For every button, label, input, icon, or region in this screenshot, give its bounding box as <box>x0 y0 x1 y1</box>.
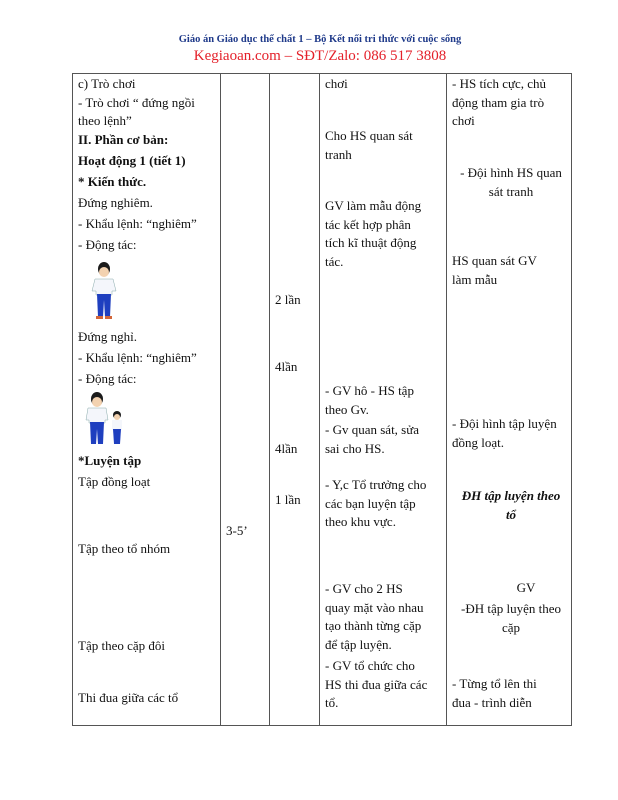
teacher-activity <box>325 657 427 713</box>
teacher-activity <box>325 421 419 458</box>
text-line: theo khu vực. <box>325 514 396 530</box>
column-divider <box>269 74 270 725</box>
text-line: chơi <box>325 76 348 91</box>
text-line: Thi đua giữa các tổ <box>78 690 179 705</box>
student-organization <box>449 164 573 201</box>
student-organization <box>449 487 573 524</box>
repetitions: 1 lần <box>275 492 301 507</box>
text-line: GV <box>516 580 536 595</box>
teacher-student-illustration <box>84 391 126 447</box>
document-header-title: Giáo án Giáo dục thể chất 1 – Bộ Kết nối tri thức với cuộc sống <box>178 34 462 45</box>
text-line: tác kết hợp phân <box>325 216 411 232</box>
text-line: tích kĩ thuật động <box>325 235 417 251</box>
text-line: theo lệnh” <box>78 113 132 129</box>
text-line: tổ. <box>325 695 339 711</box>
activity-heading: Hoạt động 1 (tiết 1) <box>78 153 186 169</box>
duration: 3-5’ <box>226 523 248 538</box>
teacher-activity <box>325 476 426 532</box>
text-line: Đứng nghỉ. <box>78 329 138 344</box>
section-heading: II. Phần cơ bản: <box>78 132 169 148</box>
text-line: theo Gv. <box>325 401 369 417</box>
teacher-activity <box>325 197 421 272</box>
text-line: - Khẩu lệnh: “nghiêm” <box>78 350 197 365</box>
text-line: ĐH tập luyện theo <box>461 488 561 503</box>
text-line: - Đội hình tập luyện <box>452 416 557 431</box>
text-line: HS thi đua giữa các <box>325 676 428 692</box>
text-line: sai cho HS. <box>325 440 385 456</box>
text-line: - Khẩu lệnh: “nghiêm” <box>78 216 197 232</box>
text-line: động tham gia trò <box>452 94 545 110</box>
text-line: Tập đồng loạt <box>78 474 151 489</box>
text-line: Cho HS quan sát <box>325 128 413 143</box>
text-line: tranh <box>325 146 352 162</box>
text-line: làm mẫu <box>452 271 498 287</box>
column-divider <box>446 74 447 725</box>
text-line: - Đội hình HS quan <box>460 165 562 180</box>
knowledge-heading: * Kiến thức. <box>78 174 147 190</box>
text-line: để tập luyện. <box>325 637 392 653</box>
text-line: tác. <box>325 254 344 270</box>
text-line: - GV tổ chức cho <box>325 658 415 673</box>
repetitions: 4lần <box>275 359 298 374</box>
text-line: chơi <box>452 113 475 129</box>
text-line: sát tranh <box>488 183 534 199</box>
column-divider <box>220 74 221 725</box>
text-line: quay mặt vào nhau <box>325 599 424 615</box>
student-organization <box>452 415 557 452</box>
text-line: Tập theo cặp đôi <box>78 638 165 653</box>
text-line: các bạn luyện tập <box>325 495 416 511</box>
text-line: HS quan sát GV <box>452 253 537 268</box>
teacher-activity <box>325 127 413 164</box>
column-divider <box>319 74 320 725</box>
student-organization <box>452 75 546 131</box>
standing-attention-illustration <box>88 261 120 321</box>
document-header-contact: Kegiaoan.com – SĐT/Zalo: 086 517 3808 <box>193 48 447 64</box>
teacher-activity <box>325 580 424 655</box>
content-rest-position <box>78 328 197 389</box>
text-line: - Động tác: <box>78 237 137 253</box>
student-organization <box>452 675 537 712</box>
text-line: Đứng nghiêm. <box>78 195 153 211</box>
text-line: tổ <box>505 506 517 522</box>
text-line: - GV hô - HS tập <box>325 383 414 398</box>
teacher-activity <box>325 75 348 94</box>
teacher-activity <box>325 382 414 419</box>
content-practice <box>78 452 150 492</box>
practice-heading: *Luyện tập <box>78 453 142 468</box>
text-line: -ĐH tập luyện theo <box>460 601 561 616</box>
text-line: - Từng tổ lên thi <box>452 676 537 691</box>
text-line: - Y,c Tổ trưởng cho <box>325 477 427 492</box>
text-line: - HS tích cực, chủ <box>452 76 547 91</box>
text-line: cặp <box>501 619 521 635</box>
text-line: - GV cho 2 HS <box>325 581 403 596</box>
text-line: - Gv quan sát, sửa <box>325 422 420 437</box>
repetitions: 2 lần <box>275 292 301 307</box>
repetitions: 4lần <box>275 441 298 456</box>
student-organization <box>449 579 573 637</box>
text-line: - Động tác: <box>78 371 137 386</box>
student-organization <box>452 252 537 289</box>
text-line: - Trò chơi “ đứng ngồi <box>78 94 195 110</box>
text-line: tạo thành từng cặp <box>325 618 422 634</box>
text-line: đồng loạt. <box>452 434 504 450</box>
text-line: Tập theo tổ nhóm <box>78 541 171 556</box>
content-intro <box>78 75 197 255</box>
text-line: c) Trò chơi <box>78 76 136 91</box>
text-line: GV làm mẫu động <box>325 198 422 213</box>
text-line: đua - trình diễn <box>452 694 532 710</box>
